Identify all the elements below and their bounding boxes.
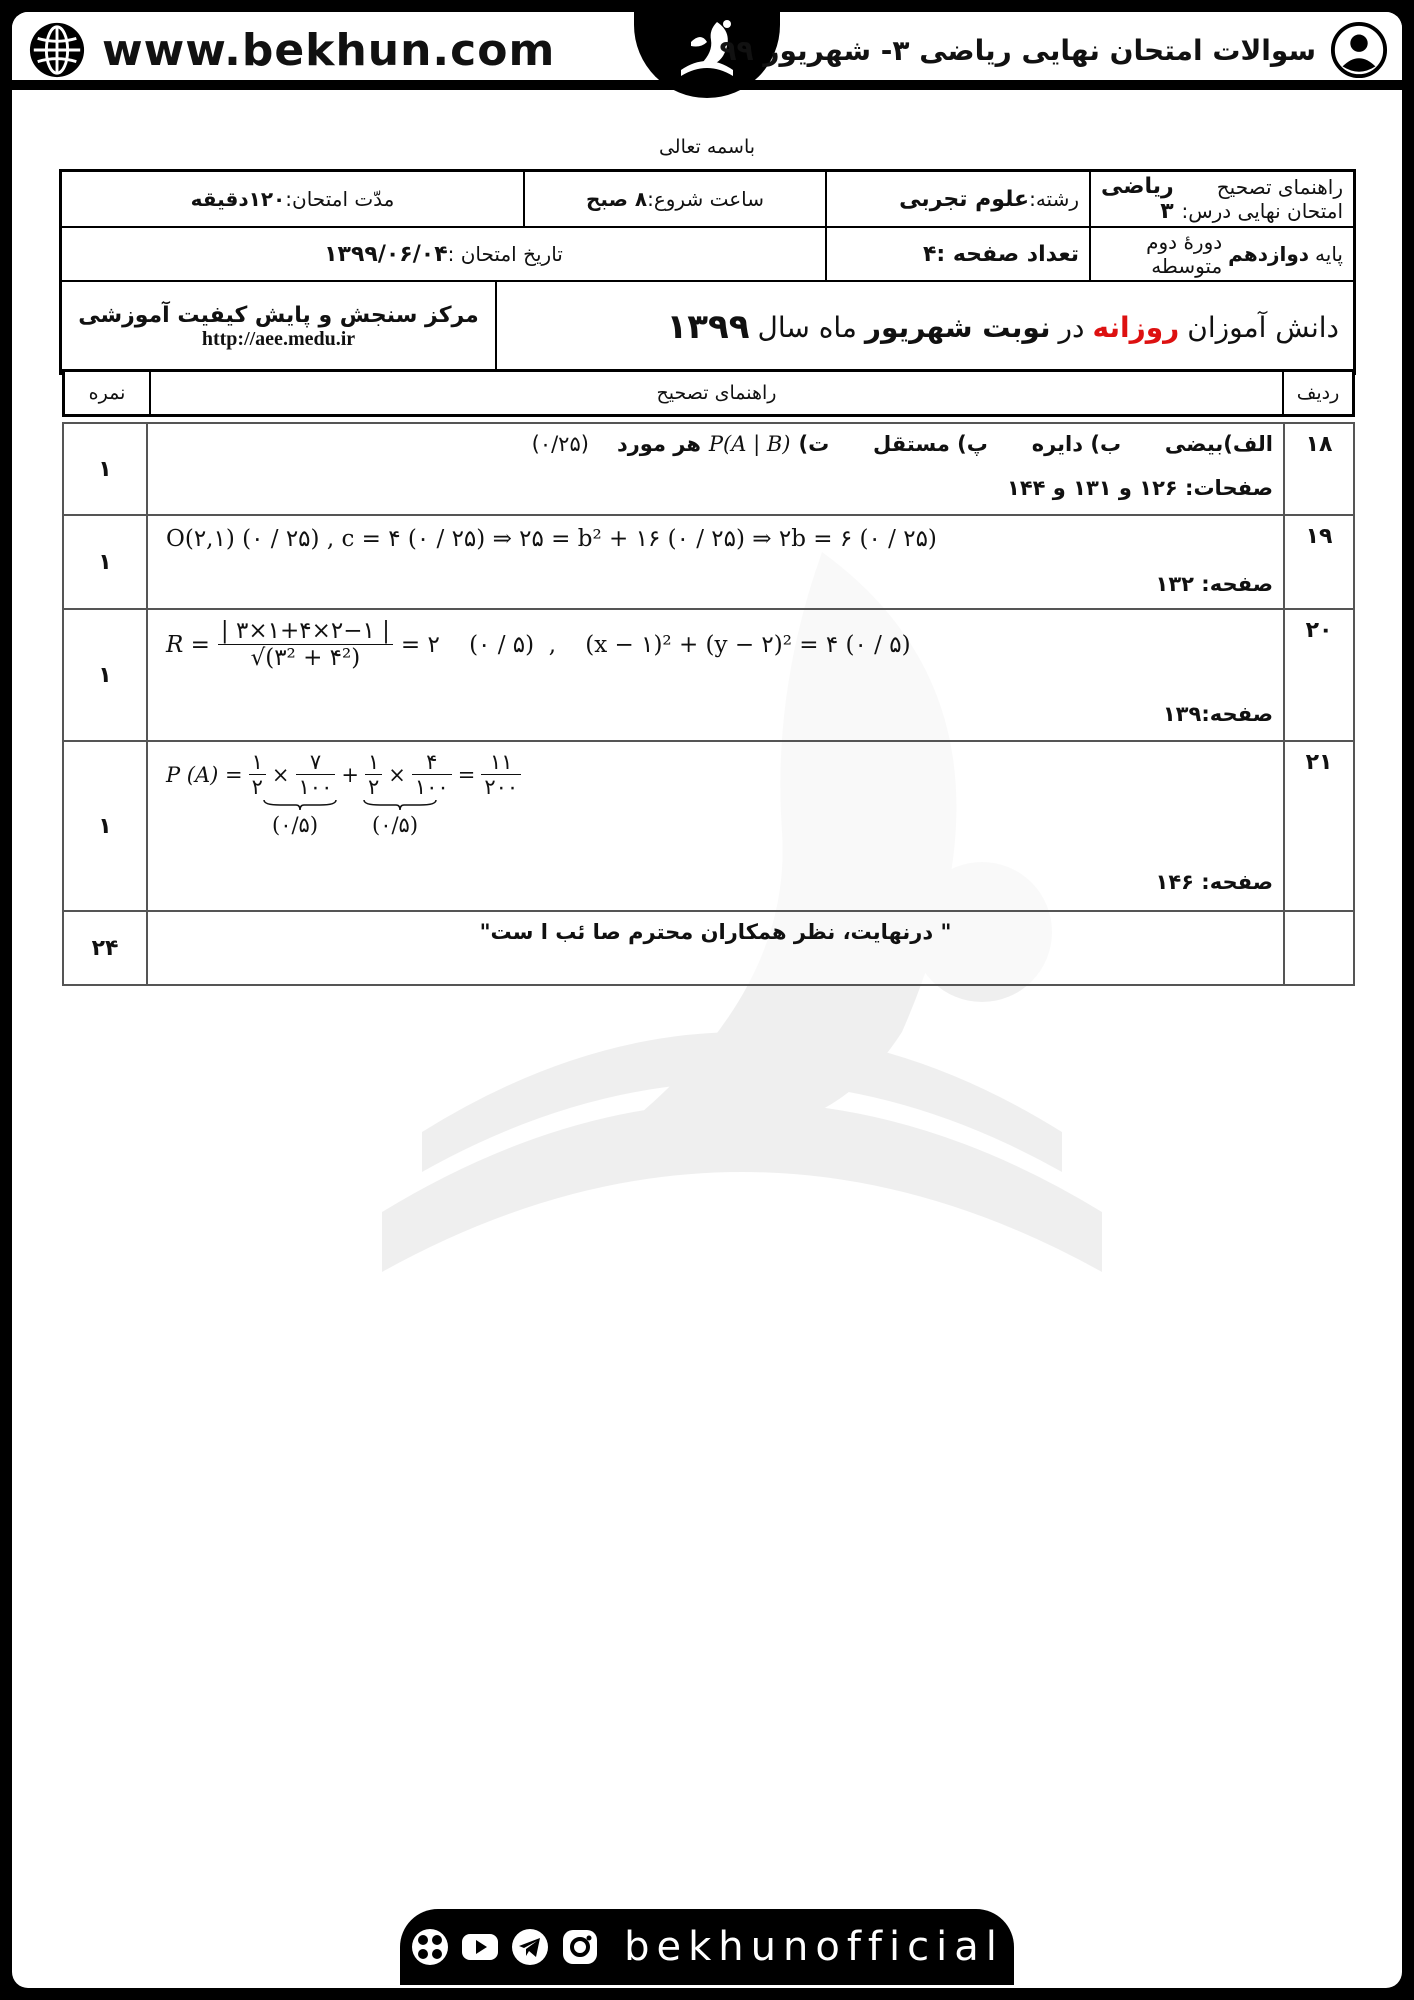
times-sign: × bbox=[388, 762, 406, 787]
numerator: ۱ bbox=[249, 750, 266, 775]
page-count: تعداد صفحه :۴ bbox=[825, 228, 1089, 280]
answer-formula: P(A | B) bbox=[708, 432, 791, 456]
field-value: علوم تجربی bbox=[899, 186, 1030, 212]
page bbox=[12, 12, 1402, 1988]
brace-mark-2: (۰/۵) bbox=[372, 813, 419, 837]
site-header bbox=[12, 12, 1402, 90]
center-url[interactable]: http://aee.medu.ir bbox=[201, 328, 356, 350]
turn: نوبت شهریور bbox=[864, 310, 1051, 344]
underbrace-icon bbox=[362, 799, 438, 811]
numerator: ۷ bbox=[296, 750, 336, 775]
students-cell bbox=[495, 282, 1353, 372]
duration-cell bbox=[62, 172, 523, 226]
user-icon[interactable] bbox=[1330, 21, 1388, 79]
start-cell bbox=[523, 172, 825, 226]
plus-sign: + bbox=[341, 762, 359, 787]
start-label: ساعت شروع: bbox=[647, 187, 764, 211]
info-row-1 bbox=[62, 172, 1353, 228]
page-reference: صفحه:۱۳۹ bbox=[1162, 702, 1273, 726]
answer-body bbox=[148, 424, 1283, 514]
info-row-3 bbox=[62, 282, 1353, 372]
col-guide: راهنمای تصحیح bbox=[149, 372, 1282, 414]
col-row: ردیف bbox=[1282, 372, 1352, 414]
answer-formula: O(۲,۱) (۰ / ۲۵) , c = ۴ (۰ / ۲۵) ⇒ ۲۵ = b² + ۱۶ (۰ / ۲۵) ⇒ ۲b = ۶ (۰ / ۲۵) bbox=[166, 526, 937, 552]
page-reference: صفحه: ۱۳۲ bbox=[1155, 572, 1273, 596]
total-score: ۲۴ bbox=[64, 912, 148, 984]
fraction-denominator: √(۳² + ۴²) bbox=[250, 645, 361, 671]
brace-mark-1: (۰/۵) bbox=[272, 813, 319, 837]
youtube-icon[interactable] bbox=[460, 1927, 500, 1967]
fraction-1 bbox=[249, 750, 266, 799]
final-note: " درنهایت، نظر همکاران محترم صا ئب ا ست" bbox=[479, 920, 952, 944]
formula-lhs: P (A) = bbox=[166, 762, 243, 787]
answer-formula bbox=[166, 750, 523, 843]
field-cell bbox=[825, 172, 1089, 226]
final-body bbox=[148, 912, 1283, 984]
underbrace-icon bbox=[262, 799, 338, 811]
subject-cell bbox=[1089, 172, 1353, 226]
duration-value: ۱۲۰دقیقه bbox=[190, 187, 286, 211]
times-sign: × bbox=[271, 762, 290, 787]
fraction-5 bbox=[481, 750, 521, 799]
answer-text: الف)بیضی ب) دایره پ) مستقل ت) bbox=[798, 432, 1273, 456]
denominator: ۲ bbox=[367, 775, 380, 799]
year: ۱۳۹۹ bbox=[666, 307, 750, 347]
fraction-4 bbox=[412, 750, 452, 799]
denominator: ۲ bbox=[251, 775, 263, 799]
row-number: ۲۰ bbox=[1283, 610, 1353, 740]
col-score: نمره bbox=[88, 382, 126, 404]
row-score: ۱ bbox=[64, 516, 148, 608]
students-type: روزانه bbox=[1092, 310, 1180, 344]
answer-row-21 bbox=[64, 742, 1353, 912]
answers-header bbox=[62, 369, 1355, 417]
site-link[interactable] bbox=[28, 20, 555, 80]
numerator: ۱۱ bbox=[481, 750, 521, 775]
students-mid: در bbox=[1058, 310, 1085, 344]
numerator: ۱ bbox=[365, 750, 382, 775]
answer-body bbox=[148, 610, 1283, 740]
formula-fraction bbox=[218, 618, 393, 671]
exam-title bbox=[719, 20, 1388, 80]
students-post: ماه سال bbox=[757, 310, 857, 344]
denominator: ۱۰۰ bbox=[414, 775, 449, 799]
answer-mark: (۰/۲۵) bbox=[531, 432, 589, 456]
row-number: ۱۸ bbox=[1283, 424, 1353, 514]
grade-cell bbox=[1089, 228, 1353, 280]
page-reference: صفحه: ۱۴۶ bbox=[1155, 870, 1273, 894]
globe-icon bbox=[28, 21, 86, 79]
answer-each: هر مورد bbox=[616, 432, 701, 456]
answer-row-20 bbox=[64, 610, 1353, 742]
site-url: www.bekhun.com bbox=[102, 24, 556, 76]
exam-info-table bbox=[59, 169, 1356, 375]
telegram-icon[interactable] bbox=[510, 1927, 550, 1967]
social-handle[interactable]: bekhunofficial bbox=[624, 1924, 1004, 1970]
social-footer bbox=[400, 1909, 1014, 1985]
aparat-icon[interactable] bbox=[410, 1927, 450, 1967]
denominator: ۲۰۰ bbox=[484, 775, 519, 799]
exam-title-text: سوالات امتحان نهایی ریاضی ۳- شهریور ۹۹ bbox=[719, 33, 1316, 67]
instagram-icon[interactable] bbox=[560, 1927, 600, 1967]
grade-suffix: دورهٔ دوم متوسطه bbox=[1146, 230, 1223, 278]
duration-label: مدّت امتحان: bbox=[285, 187, 395, 211]
guide-label: راهنمای تصحیح امتحان نهایی درس: bbox=[1181, 175, 1343, 223]
basmala: باسمه تعالی bbox=[658, 136, 756, 158]
row-number: ۲۱ bbox=[1283, 742, 1353, 910]
center-cell bbox=[62, 282, 495, 372]
center-name: مرکز سنجش و پایش کیفیت آموزشی bbox=[78, 303, 479, 328]
formula-rest: = ۲ (۰ / ۵) , (x − ۱)² + (y − ۲)² = ۴ (۰ / ۵) bbox=[400, 631, 911, 658]
field-label: رشته: bbox=[1029, 187, 1079, 211]
fraction-numerator: | ۳×۱+۴×۲−۱ | bbox=[218, 618, 393, 645]
row-score: ۱ bbox=[64, 742, 148, 910]
start-value: ۸ صبح bbox=[586, 187, 648, 211]
equals-sign: = bbox=[457, 762, 476, 787]
row-number-empty bbox=[1283, 912, 1353, 984]
answer-line bbox=[532, 432, 1273, 456]
fraction-3 bbox=[365, 750, 382, 799]
answer-body bbox=[148, 516, 1283, 608]
formula-lhs: R = bbox=[166, 631, 210, 658]
fraction-2 bbox=[296, 750, 336, 799]
numerator: ۴ bbox=[412, 750, 452, 775]
row-score: ۱ bbox=[64, 424, 148, 514]
answer-row-18 bbox=[64, 424, 1353, 516]
final-row bbox=[64, 912, 1353, 984]
grade-value: دوازدهم bbox=[1228, 242, 1310, 266]
students-pre: دانش آموزان bbox=[1187, 310, 1339, 344]
answer-row-19 bbox=[64, 516, 1353, 610]
date-cell bbox=[62, 228, 825, 280]
denominator: ۱۰۰ bbox=[298, 775, 333, 799]
row-score: ۱ bbox=[64, 610, 148, 740]
row-number: ۱۹ bbox=[1283, 516, 1353, 608]
subject-value: ریاضی ۳ bbox=[1101, 174, 1174, 224]
brace-row bbox=[166, 799, 523, 843]
info-row-2 bbox=[62, 228, 1353, 282]
page-reference: صفحات: ۱۲۶ و ۱۳۱ و ۱۴۴ bbox=[1007, 476, 1273, 500]
date-label: تاریخ امتحان : bbox=[447, 242, 563, 266]
date-value: ۱۳۹۹/۰۶/۰۴ bbox=[324, 241, 448, 267]
answer-body bbox=[148, 742, 1283, 910]
answers-table bbox=[62, 422, 1355, 986]
grade-label: پایه bbox=[1315, 242, 1343, 266]
answer-formula bbox=[166, 618, 911, 671]
